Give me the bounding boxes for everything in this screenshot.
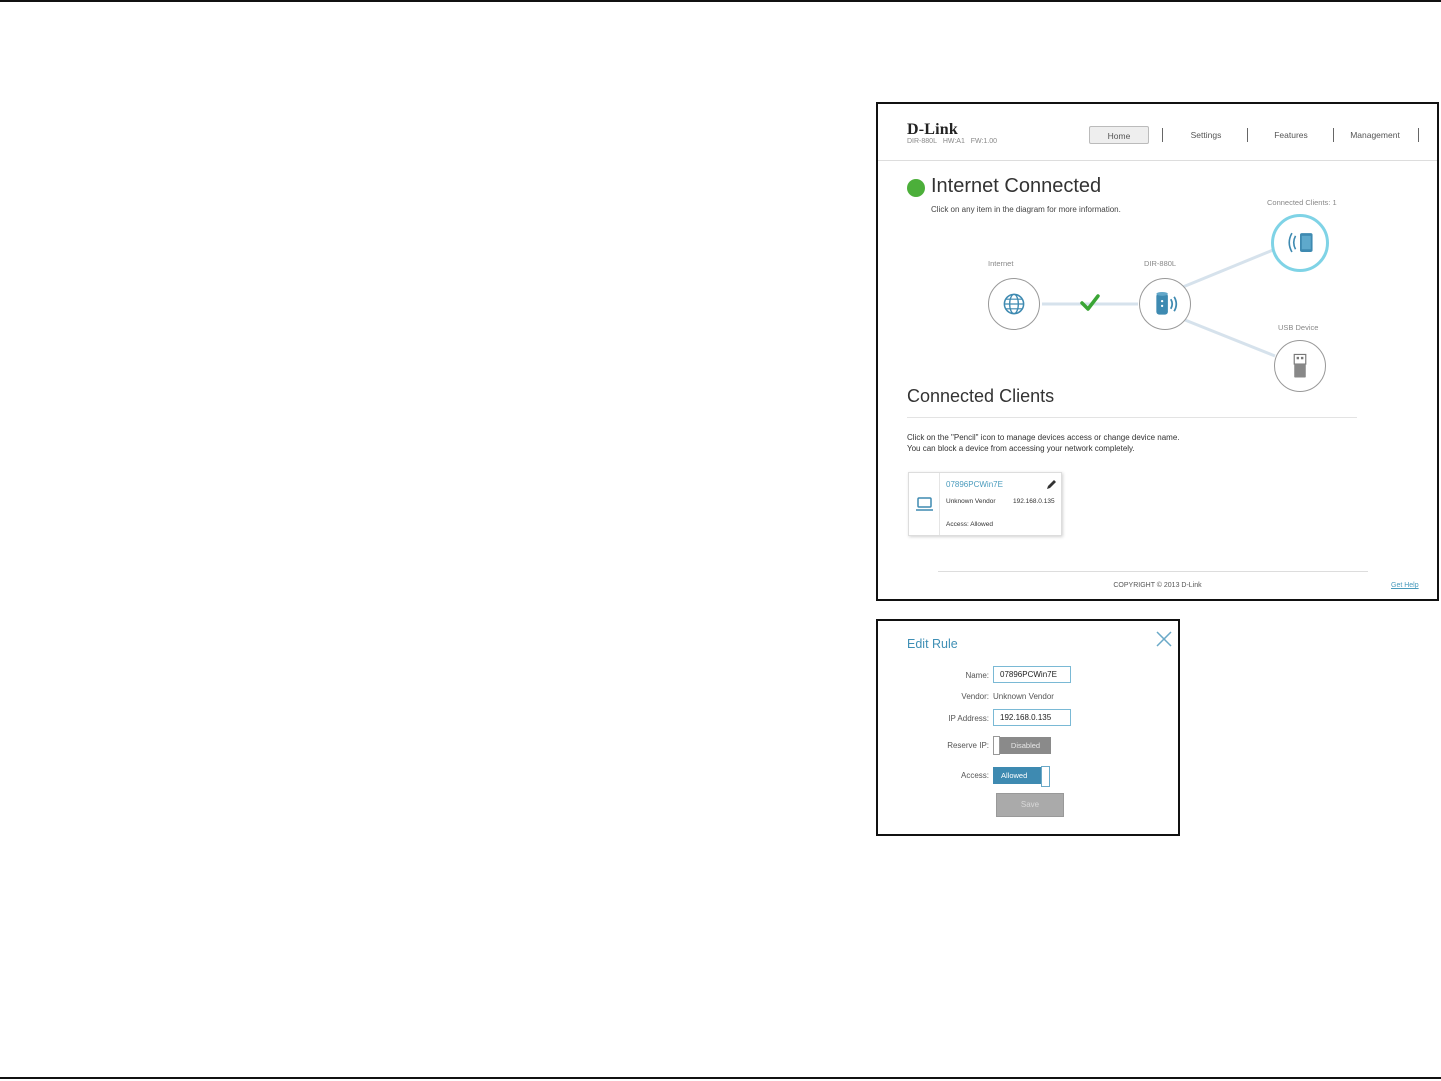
checkmark-icon (1080, 294, 1100, 312)
nav-management[interactable]: Management (1350, 130, 1400, 140)
home-screenshot-frame (876, 102, 1439, 601)
copyright-text: COPYRIGHT © 2013 D-Link (1113, 582, 1202, 589)
access-label: Access: (960, 771, 989, 780)
usb-device-node[interactable] (1274, 340, 1326, 392)
internet-label: Internet (988, 259, 1014, 268)
page-top-rule (0, 0, 1441, 2)
toggle-state: Disabled (1000, 737, 1051, 754)
client-name: 07896PCWin7E (946, 480, 1003, 489)
client-vendor: Unknown Vendor (946, 498, 996, 505)
connected-clients-title: Connected Clients (907, 386, 1055, 406)
ip-address-label: IP Address: (948, 714, 989, 723)
tablet-icon (1274, 217, 1326, 269)
close-icon[interactable] (1155, 630, 1173, 648)
usb-icon (1275, 341, 1325, 391)
usb-device-label: USB Device (1278, 323, 1319, 332)
client-access: Access: Allowed (946, 521, 993, 528)
access-toggle[interactable] (993, 767, 1051, 784)
nav-features[interactable]: Features (1274, 130, 1308, 140)
connected-clients-node[interactable] (1271, 214, 1329, 272)
description-line: You can block a device from accessing your network completely. (907, 444, 1135, 453)
internet-node[interactable] (988, 278, 1040, 330)
laptop-icon (916, 497, 933, 512)
fw-version: FW:1.00 (970, 138, 998, 145)
vendor-label: Vendor: (961, 692, 989, 701)
client-ip: 192.168.0.135 (1013, 498, 1055, 505)
toggle-knob (993, 736, 1000, 755)
section-divider (907, 417, 1357, 418)
save-button[interactable]: Save (996, 793, 1064, 817)
reserve-ip-label: Reserve IP: (947, 741, 989, 750)
description-line: Click on the "Pencil" icon to manage devices access or change device name. (907, 433, 1180, 442)
name-label: Name: (965, 671, 989, 680)
pencil-icon[interactable] (1044, 478, 1058, 492)
footer-divider (938, 571, 1368, 572)
router-label: DIR-880L (1144, 259, 1177, 268)
dialog-title: Edit Rule (907, 637, 958, 651)
name-field[interactable] (993, 666, 1071, 683)
ip-address-field[interactable] (993, 709, 1071, 726)
connected-clients-description (907, 432, 1180, 454)
toggle-knob (1041, 766, 1050, 787)
page-bottom-rule (0, 1077, 1441, 1079)
connected-clients-label: Connected Clients: 1 (1267, 198, 1337, 207)
globe-icon (989, 279, 1039, 329)
vendor-value: Unknown Vendor (993, 692, 1054, 701)
client-card[interactable] (908, 472, 1062, 536)
toggle-state: Allowed (993, 767, 1041, 784)
router-icon (1140, 279, 1190, 329)
nav-settings[interactable]: Settings (1190, 130, 1222, 140)
reserve-ip-toggle[interactable] (993, 737, 1051, 754)
connection-status-subtitle: Click on any item in the diagram for more information. (931, 205, 1121, 214)
nav-home[interactable]: Home (1089, 126, 1149, 144)
connection-status-title: Internet Connected (931, 175, 1102, 197)
hw-version: HW:A1 (942, 138, 965, 145)
client-icon-column (909, 473, 940, 535)
dlink-logo: D-Link (907, 121, 958, 138)
router-node[interactable] (1139, 278, 1191, 330)
edit-rule-dialog (876, 619, 1180, 836)
model-text: DIR-880L (907, 138, 937, 145)
get-help-link[interactable]: Get Help (1391, 582, 1419, 589)
